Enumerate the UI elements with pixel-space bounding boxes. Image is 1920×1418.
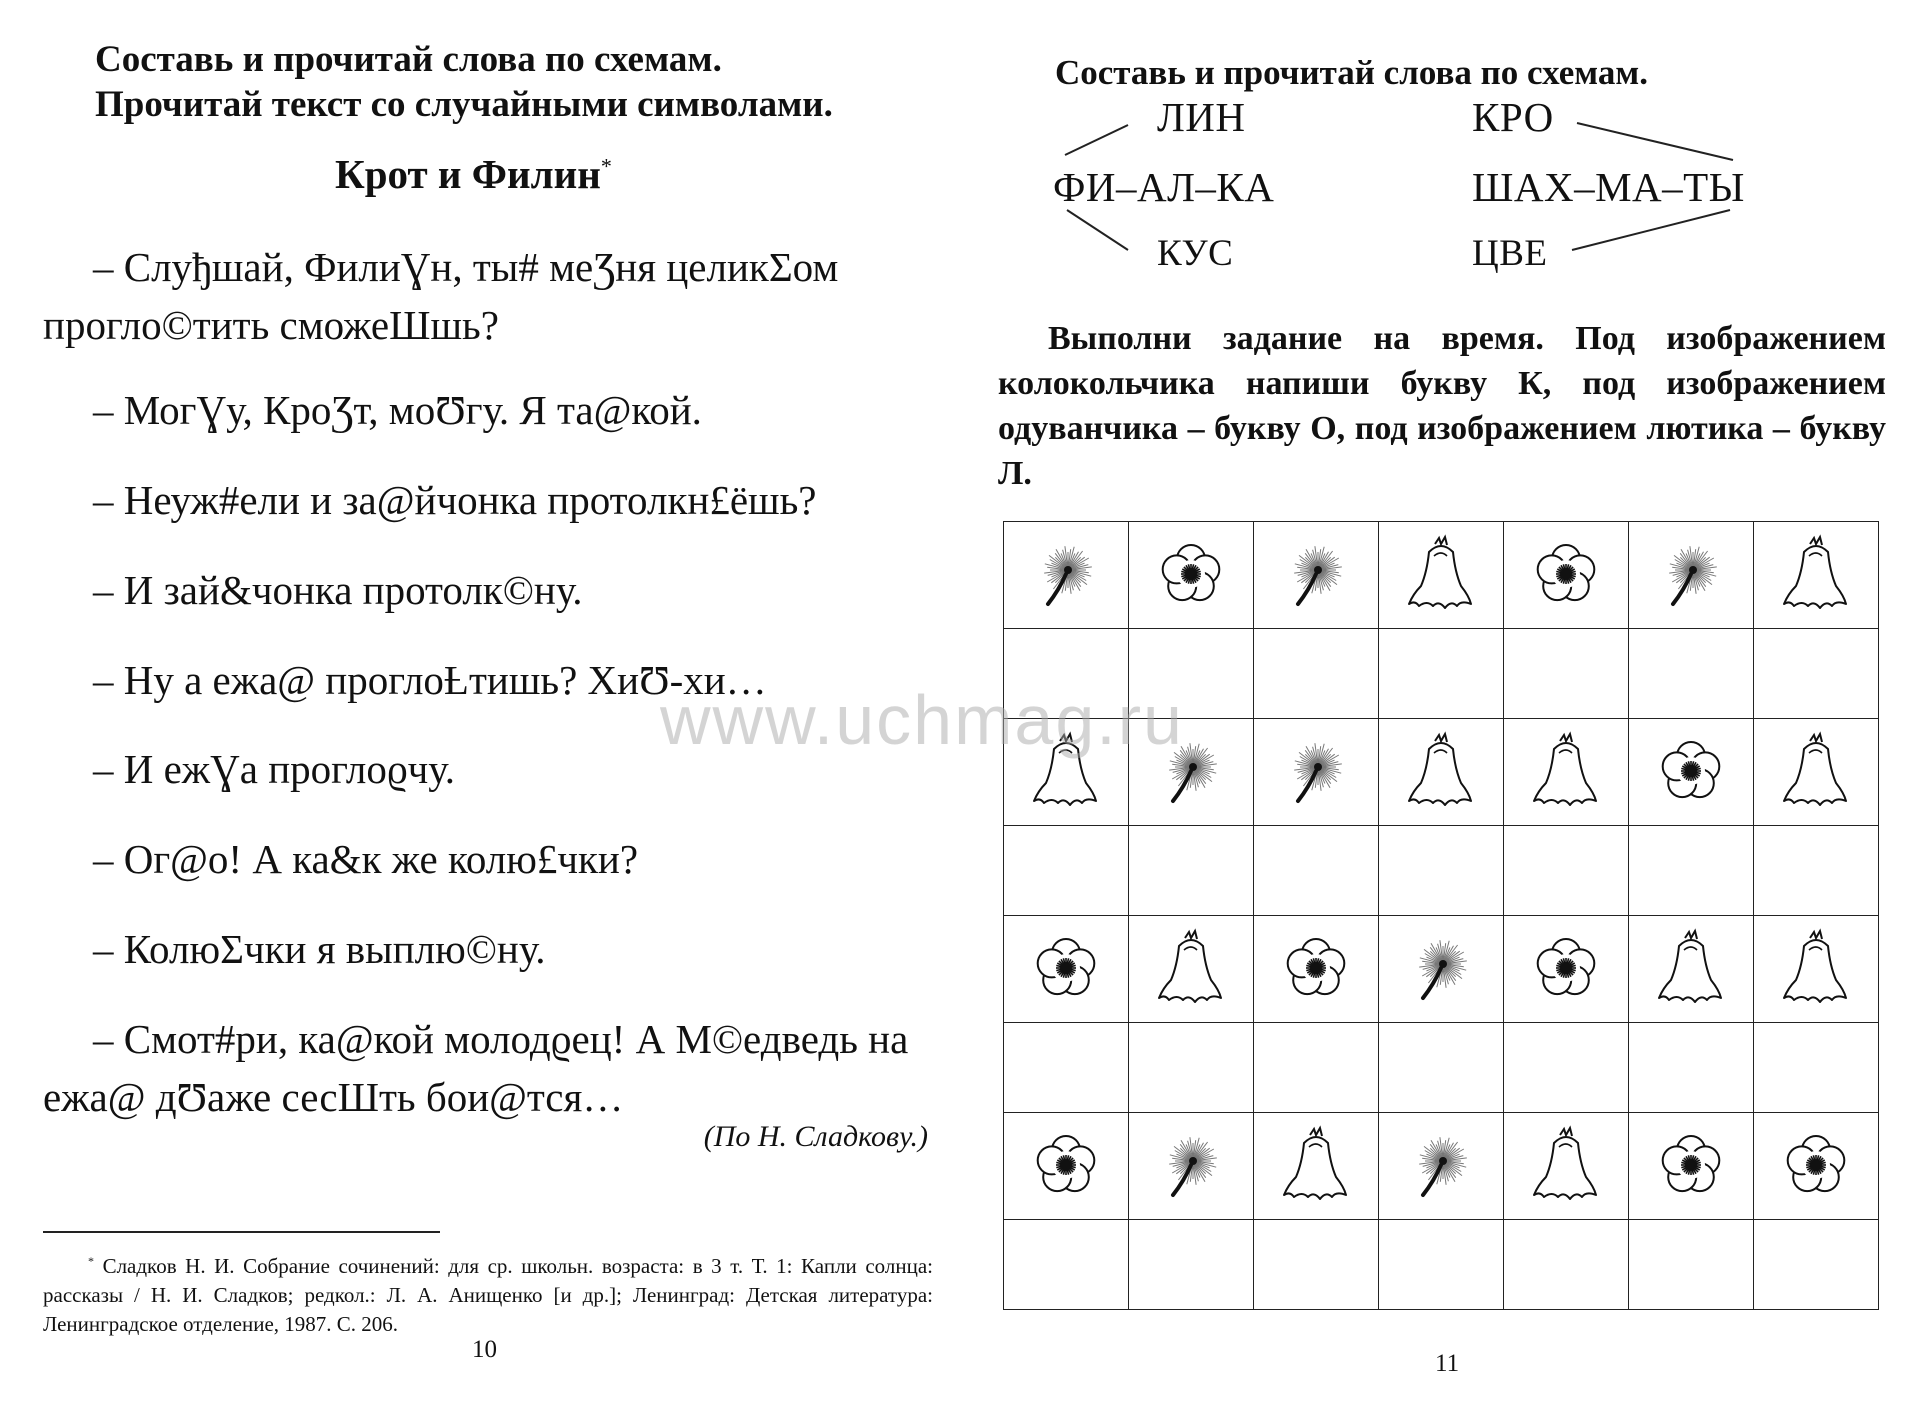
buttercup-icon: [1754, 1113, 1878, 1219]
bellflower-icon: [1504, 1113, 1628, 1219]
bellflower-icon: [1754, 916, 1878, 1022]
flower-cell: [1129, 916, 1254, 1023]
answer-cell[interactable]: [1379, 629, 1504, 719]
watermark: www.uchmag.ru: [660, 681, 1184, 759]
dandelion-icon: [1004, 522, 1128, 628]
dandelion-icon: [1629, 522, 1753, 628]
flower-cell: [1379, 1113, 1504, 1220]
answer-cell[interactable]: [1629, 629, 1754, 719]
dialogue-line: – И зай&чонка протолк©ну.: [93, 567, 583, 613]
flower-cell: [1254, 719, 1379, 826]
flower-cell: [1004, 916, 1129, 1023]
footnote-mark: *: [88, 1254, 94, 1268]
bellflower-icon: [1629, 916, 1753, 1022]
answer-cell[interactable]: [1254, 629, 1379, 719]
buttercup-icon: [1254, 916, 1378, 1022]
bellflower-icon: [1379, 522, 1503, 628]
page-number: 11: [1435, 1350, 1460, 1377]
page-number: 10: [472, 1336, 497, 1363]
flower-cell: [1754, 719, 1879, 826]
answer-cell[interactable]: [1379, 1023, 1504, 1113]
buttercup-icon: [1629, 719, 1753, 825]
answer-row: [1004, 1023, 1879, 1113]
scheme-instruction: Составь и прочитай слова по схемам.: [1055, 53, 1648, 92]
answer-cell[interactable]: [1629, 1220, 1754, 1310]
flower-cell: [1379, 719, 1504, 826]
scheme-connector-lines: [960, 0, 1920, 300]
bellflower-icon: [1754, 719, 1878, 825]
dialogue-line: – Ог@о! А ка&к же колю£чки?: [93, 836, 639, 882]
answer-cell[interactable]: [1129, 1220, 1254, 1310]
buttercup-icon: [1504, 916, 1628, 1022]
answer-cell[interactable]: [1629, 826, 1754, 916]
dandelion-icon: [1379, 1113, 1503, 1219]
instruction-line-2: Прочитай текст со случайными символами.: [95, 84, 833, 125]
dialogue-line: – КолюΣчки я выплю©ну.: [93, 926, 546, 972]
answer-cell[interactable]: [1254, 1220, 1379, 1310]
answer-row: [1004, 826, 1879, 916]
bellflower-icon: [1129, 916, 1253, 1022]
flower-cell: [1254, 522, 1379, 629]
buttercup-icon: [1629, 1113, 1753, 1219]
answer-cell[interactable]: [1629, 1023, 1754, 1113]
scheme2-top: КРО: [1472, 94, 1554, 140]
flower-cell: [1754, 916, 1879, 1023]
answer-cell[interactable]: [1504, 826, 1629, 916]
flower-cell: [1379, 522, 1504, 629]
title-footnote-mark: *: [600, 153, 612, 179]
flower-cell: [1629, 1113, 1754, 1220]
answer-cell[interactable]: [1379, 826, 1504, 916]
flower-cell: [1629, 719, 1754, 826]
footnote-text: Сладков Н. И. Собрание сочинений: для ср. школьн. возраста: в 3 т. Т. 1: Капли солнца: рассказы / Н. И. Сладков; редкол.: Л. А. Анищенко [и др.]; Ленинград: Детская литература: Ленинградское отделение, 1987. С. 206.: [43, 1254, 933, 1336]
dialogue-line: – МогƔу, КроƷт, моƱгу. Я та@кой.: [93, 387, 702, 433]
answer-cell[interactable]: [1504, 629, 1629, 719]
scheme2-middle: ШАХ–МА–ТЫ: [1472, 164, 1745, 210]
flower-row: [1004, 1113, 1879, 1220]
flower-cell: [1129, 1113, 1254, 1220]
answer-cell[interactable]: [1004, 1023, 1129, 1113]
story-title: [335, 150, 612, 198]
dialogue-line: – Смот#ри, ка@кой молодϱец! А М©едведь на ежа@ дƱаже сесШть бои@тся…: [43, 1016, 909, 1120]
flower-cell: [1629, 522, 1754, 629]
answer-cell[interactable]: [1004, 826, 1129, 916]
answer-cell[interactable]: [1754, 629, 1879, 719]
scheme1-middle: ФИ–АЛ–КА: [1053, 164, 1275, 210]
answer-cell[interactable]: [1129, 826, 1254, 916]
bellflower-icon: [1754, 522, 1878, 628]
dandelion-icon: [1129, 1113, 1253, 1219]
dialogue-line: – Слуђшай, ФилиƔн, ты# меƷня целикΣом прогло©тить сможеШшь?: [43, 244, 839, 348]
timed-task-instruction: Выполни задание на время. Под изображением колокольчика напиши букву К, под изображением одуванчика – букву О, под изображением лютика – букву Л.: [998, 320, 1886, 492]
flower-cell: [1129, 522, 1254, 629]
answer-cell[interactable]: [1504, 1220, 1629, 1310]
answer-cell[interactable]: [1004, 1220, 1129, 1310]
answer-cell[interactable]: [1754, 1220, 1879, 1310]
flower-cell: [1754, 1113, 1879, 1220]
scheme1-bottom: КУС: [1157, 233, 1234, 274]
buttercup-icon: [1129, 522, 1253, 628]
instruction-line-1: Составь и прочитай слова по схемам.: [95, 39, 722, 80]
dandelion-icon: [1379, 916, 1503, 1022]
flower-cell: [1254, 916, 1379, 1023]
answer-cell[interactable]: [1129, 1023, 1254, 1113]
flower-cell: [1004, 522, 1129, 629]
dialogue-line: – Ну а ежа@ проглоȽтишь? ХиƱ-хи…: [93, 657, 767, 703]
buttercup-icon: [1004, 1113, 1128, 1219]
buttercup-icon: [1004, 916, 1128, 1022]
footnote-divider: [43, 1231, 440, 1233]
answer-cell[interactable]: [1754, 1023, 1879, 1113]
flower-cell: [1504, 719, 1629, 826]
flower-cell: [1004, 1113, 1129, 1220]
footnote: [43, 1247, 933, 1339]
flower-cell: [1629, 916, 1754, 1023]
bellflower-icon: [1254, 1113, 1378, 1219]
flower-cell: [1254, 1113, 1379, 1220]
scheme2-bottom: ЦВЕ: [1472, 233, 1548, 274]
answer-row: [1004, 1220, 1879, 1310]
scheme1-top: ЛИН: [1157, 94, 1246, 140]
answer-cell[interactable]: [1379, 1220, 1504, 1310]
flower-cell: [1504, 1113, 1629, 1220]
flower-grid: [1003, 521, 1879, 1310]
dandelion-icon: [1254, 522, 1378, 628]
answer-cell[interactable]: [1754, 826, 1879, 916]
flower-cell: [1379, 916, 1504, 1023]
flower-cell: [1504, 916, 1629, 1023]
bellflower-icon: [1379, 719, 1503, 825]
dialogue-line: – Неуж#ели и за@йчонка протолкн£ёшь?: [93, 477, 817, 523]
buttercup-icon: [1504, 522, 1628, 628]
dialogue-line: – И ежƔа проглоϱчу.: [93, 746, 455, 792]
flower-cell: [1504, 522, 1629, 629]
dandelion-icon: [1254, 719, 1378, 825]
flower-row: [1004, 916, 1879, 1023]
story-title-text: Крот и Филин: [335, 151, 601, 197]
attribution: (По Н. Сладкову.): [703, 1120, 928, 1153]
answer-cell[interactable]: [1254, 1023, 1379, 1113]
flower-cell: [1754, 522, 1879, 629]
flower-row: [1004, 522, 1879, 629]
answer-cell[interactable]: [1254, 826, 1379, 916]
bellflower-icon: [1504, 719, 1628, 825]
answer-cell[interactable]: [1504, 1023, 1629, 1113]
